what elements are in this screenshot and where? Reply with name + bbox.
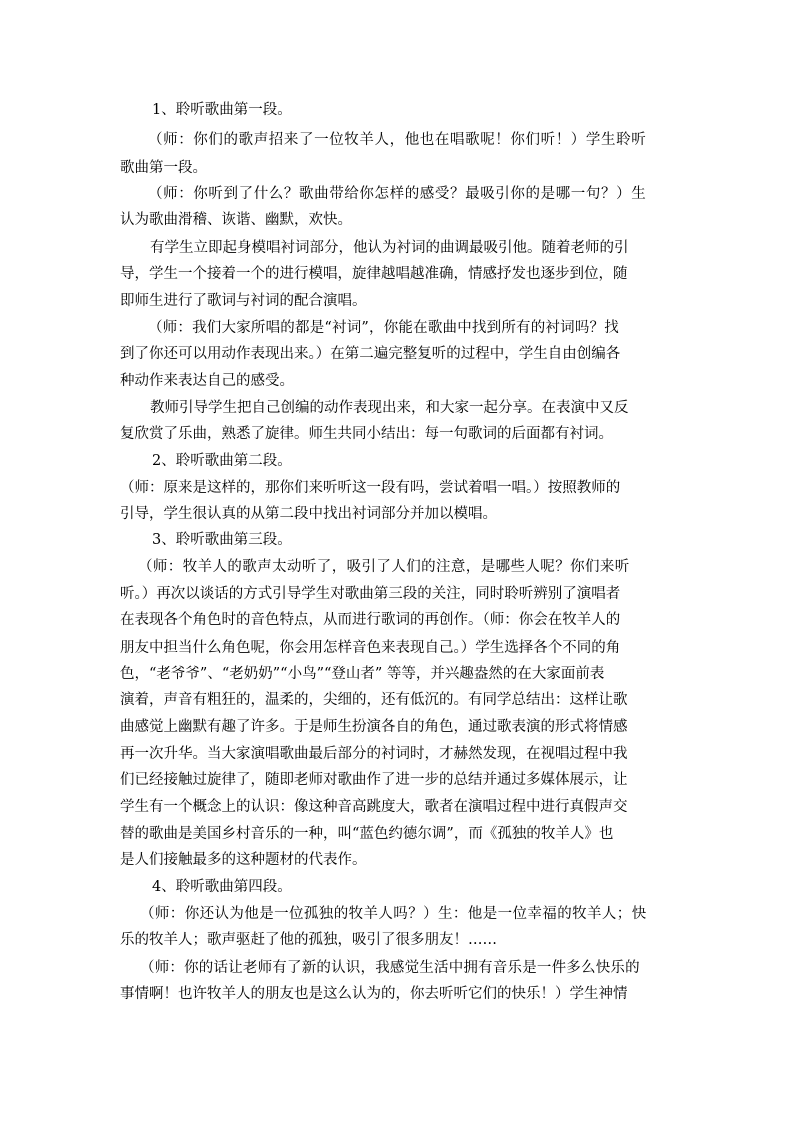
text-line: 演着，声音有粗狂的，温柔的，尖细的，还有低沉的。有同学总结出：这样让歌 (120, 692, 628, 708)
text-line: 种动作来表达自己的感受。 (120, 373, 294, 389)
text-line: （师：你们的歌声招来了一位牧羊人，他也在唱歌呢！你们听！）学生聆听 (148, 132, 647, 148)
text-line: 在表现各个角色时的音色特点，从而进行歌词的再创作。（师：你会在牧羊人的 (120, 612, 621, 628)
text-line: 4、聆听歌曲第四段。 (152, 879, 292, 895)
text-line: 即师生进行了歌词与衬词的配合演唱。 (120, 293, 367, 309)
text-line: 再一次升华。当大家演唱歌曲最后部分的衬词时，才赫然发现，在视唱过程中我 (120, 746, 628, 762)
text-line: 朋友中担当什么角色呢，你会用怎样音色来表现自己。）学生选择各个不同的角 (120, 640, 621, 656)
text-line: 导，学生一个接着一个的进行模唱，旋律越唱越准确，情感抒发也逐步到位，随 (120, 266, 628, 282)
text-line: 歌曲第一段。 (120, 160, 207, 176)
text-line: 有学生立即起身模唱衬词部分，他认为衬词的曲调最吸引他。随着老师的引 (150, 240, 629, 256)
text-line: 教师引导学生把自己创编的动作表现出来，和大家一起分享。在表演中又反 (150, 400, 629, 416)
text-line: 曲感觉上幽默有趣了许多。于是师生扮演各自的角色，通过歌表演的形式将情感 (120, 719, 628, 735)
text-line: （师：牧羊人的歌声太动听了，吸引了人们的注意，是哪些人呢？你们来听 (138, 559, 630, 575)
text-line: 学生有一个概念上的认识：像这种音高跳度大，歌者在演唱过程中进行真假声交 (120, 799, 628, 815)
text-line: （师：你听到了什么？歌曲带给你怎样的感受？最吸引你的是哪一句？）生 (148, 186, 647, 202)
text-line: 引导，学生很认真的从第二段中找出衬词部分并加以模唱。 (120, 506, 497, 522)
text-line: 事情啊！也许牧羊人的朋友也是这么认为的，你去听听它们的快乐！）学生神情 (120, 986, 628, 1002)
text-line: 复欣赏了乐曲，熟悉了旋律。师生共同小结出：每一句歌词的后面都有衬词。 (120, 426, 613, 442)
text-line: （师：你还认为他是一位孤独的牧羊人吗？）生：他是一位幸福的牧羊人；快 (140, 906, 647, 922)
text-line: 2、聆听歌曲第二段。 (152, 453, 292, 469)
text-line: （师：你的话让老师有了新的认识，我感觉生活中拥有音乐是一件多么快乐的 (140, 960, 640, 976)
text-line: 到了你还可以用动作表现出来。）在第二遍完整复听的过程中，学生自由创编各 (120, 346, 621, 362)
text-line: 们已经接触过旋律了，随即老师对歌曲作了进一步的总结并通过多媒体展示，让 (120, 772, 628, 788)
text-line: （师：原来是这样的，那你们来听听这一段有吗，尝试着唱一唱。）按照教师的 (120, 480, 621, 496)
text-line: 听。）再次以谈话的方式引导学生对歌曲第三段的关注，同时聆听辨别了演唱者 (120, 586, 621, 602)
text-line: 是人们接触最多的这种题材的代表作。 (120, 852, 367, 868)
text-line: （师：我们大家所唱的都是“衬词”，你能在歌曲中找到所有的衬词吗？找 (148, 320, 619, 336)
text-line: 3、聆听歌曲第三段。 (152, 532, 292, 548)
text-line: 认为歌曲滑稽、诙谐、幽默，欢快。 (120, 212, 352, 228)
text-line: 乐的牧羊人；歌声驱赶了他的孤独，吸引了很多朋友！…… (120, 932, 497, 948)
text-line: 色，“老爷爷”、“老奶奶”“小鸟”“登山者” 等等，并兴趣盎然的在大家面前表 (120, 666, 605, 682)
text-line: 1、聆听歌曲第一段。 (152, 102, 292, 118)
text-line: 替的歌曲是美国乡村音乐的一种，叫“蓝色约德尔调”，而《孤独的牧羊人》也 (120, 826, 614, 842)
